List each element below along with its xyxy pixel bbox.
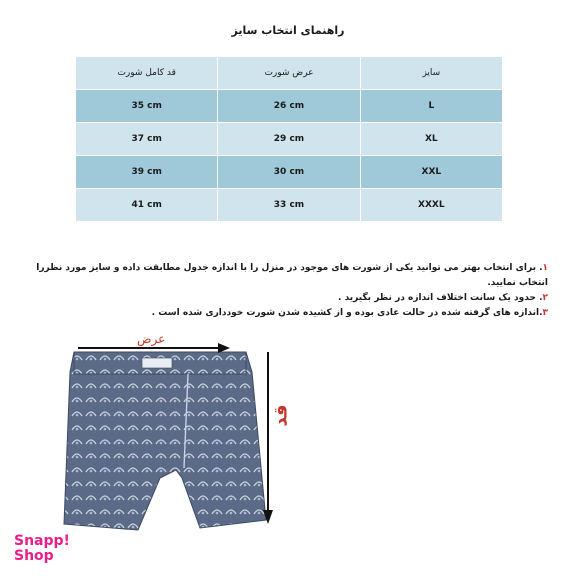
note-item	[30, 306, 548, 321]
note-text: . حدود یک سانت اختلاف اندازه در نظر بگیرید .	[338, 293, 543, 303]
shorts-body	[64, 352, 266, 530]
cell-length: 39 cm	[76, 156, 218, 189]
logo-line2: Shop	[14, 548, 54, 564]
width-label: عرض	[137, 332, 166, 346]
table-row	[76, 90, 503, 123]
page-title: راهنمای انتخاب سایز	[231, 24, 345, 37]
cell-width: 30 cm	[218, 156, 360, 189]
cell-size: L	[360, 90, 502, 123]
cell-size: XXXL	[360, 189, 502, 222]
table-row	[76, 189, 503, 222]
header-size: سایز	[360, 57, 502, 90]
height-label: قد	[270, 404, 292, 427]
brand-tag	[142, 358, 172, 368]
note-text: .اندازه های گرفته شده در حالت عادی بوده و از کشیده شدن شورت خودداری شده است .	[151, 308, 543, 318]
cell-width: 26 cm	[218, 90, 360, 123]
note-number: ۳	[542, 308, 548, 318]
table-row	[76, 123, 503, 156]
size-table	[75, 56, 503, 222]
logo-line1: Snapp!	[14, 533, 70, 549]
cell-length: 37 cm	[76, 123, 218, 156]
table-header-row	[76, 57, 503, 90]
note-item	[30, 261, 548, 291]
cell-length: 35 cm	[76, 90, 218, 123]
size-notes	[30, 261, 548, 321]
note-text: . برای انتخاب بهتر می توانید یکی از شورت های موجود در منزل را با اندازه جدول مطابقت داده و سایز مورد نظررا انتخاب نمایید.	[36, 263, 548, 288]
header-full-length: قد کامل شورت	[76, 57, 218, 90]
header-width: عرض شورت	[218, 57, 360, 90]
cell-size: XXL	[360, 156, 502, 189]
note-item	[30, 291, 548, 306]
cell-width: 29 cm	[218, 123, 360, 156]
note-number: ۱	[542, 263, 548, 273]
brand-logo	[14, 534, 70, 564]
cell-width: 33 cm	[218, 189, 360, 222]
shorts-illustration	[0, 320, 576, 576]
table-row	[76, 156, 503, 189]
cell-size: XL	[360, 123, 502, 156]
note-number: ۲	[542, 293, 548, 303]
cell-length: 41 cm	[76, 189, 218, 222]
